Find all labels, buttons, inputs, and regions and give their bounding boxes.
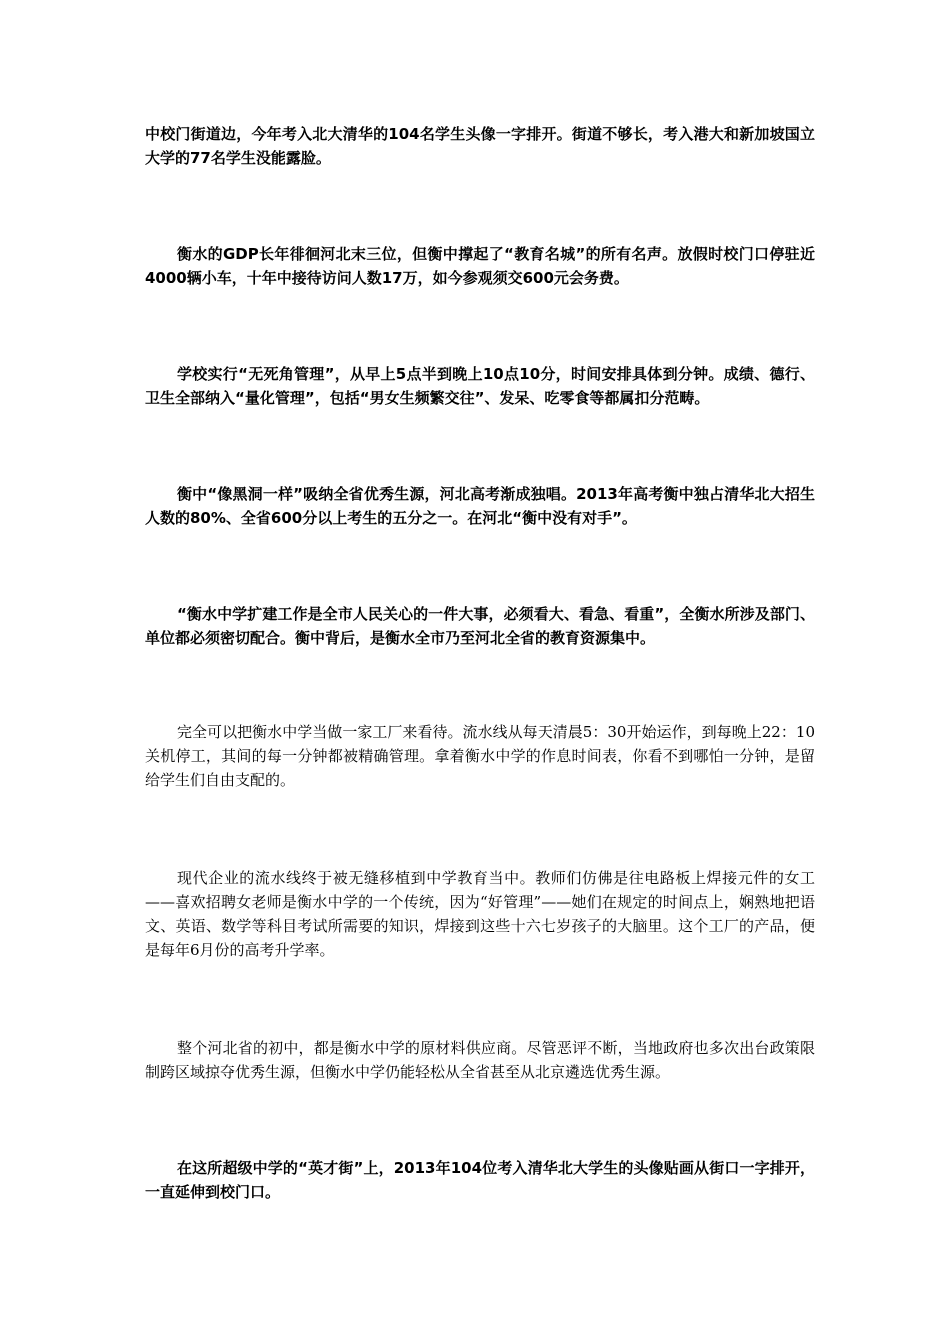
- paragraph-2: 衡水的GDP长年徘徊河北末三位，但衡中撑起了“教育名城”的所有名声。放假时校门口停驻近4000辆小车，十年中接待访问人数17万，如今参观须交600元会务费。: [145, 245, 815, 287]
- paragraph-5: “衡水中学扩建工作是全市人民关心的一件大事，必须看大、看急、看重”，全衡水所涉及部门、单位都必须密切配合。衡中背后，是衡水全市乃至河北全省的教育资源集中。: [145, 605, 815, 647]
- paragraph-9: 在这所超级中学的“英才街”上，2013年104位考入清华北大学生的头像贴画从街口一字排开，一直延伸到校门口。: [145, 1159, 815, 1201]
- paragraph-7: 现代企业的流水线终于被无缝移植到中学教育当中。教师们仿佛是往电路板上焊接元件的女工——喜欢招聘女老师是衡水中学的一个传统，因为“好管理”——她们在规定的时间点上，娴熟地把语文、英语、数学等科目考试所需要的知识，焊接到这些十六七岁孩子的大脑里。这个工厂的产品，便是每年6月份的高考升学率。: [145, 869, 815, 959]
- paragraph-3: 学校实行“无死角管理”，从早上5点半到晚上10点10分，时间安排具体到分钟。成绩、德行、卫生全部纳入“量化管理”，包括“男女生频繁交往”、发呆、吃零食等都属扣分范畴。: [145, 365, 815, 407]
- paragraph-8: 整个河北省的初中，都是衡水中学的原材料供应商。尽管恶评不断，当地政府也多次出台政策限制跨区域掠夺优秀生源，但衡水中学仍能轻松从全省甚至从北京遴选优秀生源。: [145, 1039, 815, 1081]
- paragraph-6: 完全可以把衡水中学当做一家工厂来看待。流水线从每天清晨5：30开始运作，到每晚上22：10关机停工，其间的每一分钟都被精确管理。拿着衡水中学的作息时间表，你看不到哪怕一分钟，是留给学生们自由支配的。: [145, 723, 815, 789]
- paragraph-4: 衡中“像黑洞一样”吸纳全省优秀生源，河北高考渐成独唱。2013年高考衡中独占清华北大招生人数的80%、全省600分以上考生的五分之一。在河北“衡中没有对手”。: [145, 485, 815, 527]
- paragraph-1: 中校门街道边，今年考入北大清华的104名学生头像一字排开。街道不够长，考入港大和新加坡国立大学的77名学生没能露脸。: [145, 125, 815, 167]
